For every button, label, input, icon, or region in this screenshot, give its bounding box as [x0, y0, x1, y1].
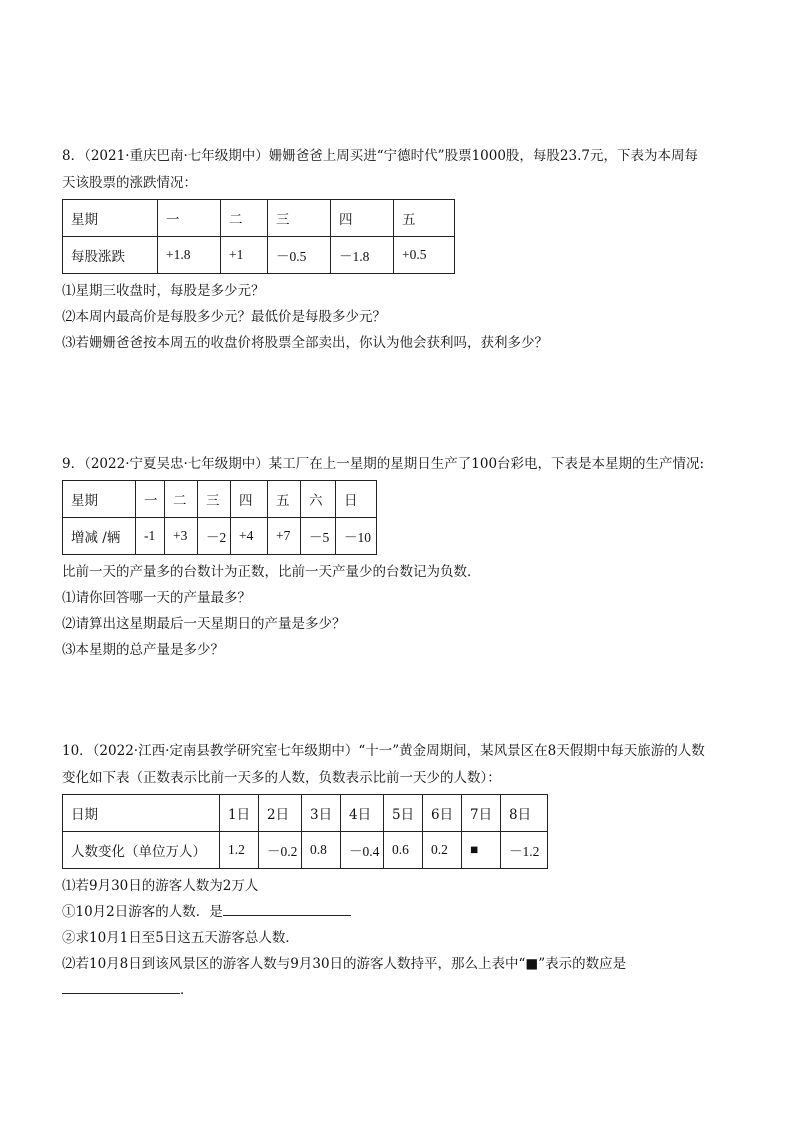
table-cell: －10	[336, 518, 377, 555]
table-cell: 8日	[501, 795, 548, 832]
table-cell: 1.2	[220, 832, 259, 869]
q10-stem-line2: 变化如下表（正数表示比前一天多的人数，负数表示比前一天少的人数）：	[62, 770, 501, 786]
table-cell: 3日	[302, 795, 341, 832]
table-cell: 0.6	[384, 832, 423, 869]
table-cell: 一	[158, 200, 221, 237]
table-cell: 星期	[63, 481, 136, 518]
q9-note: 比前一天的产量多的台数计为正数，比前一天产量少的台数记为负数．	[62, 564, 481, 580]
q8-sub3: ⑶若姗姗爸爸按本周五的收盘价将股票全部卖出，你认为他会获利吗，获利多少？	[62, 335, 548, 351]
table-row	[63, 518, 377, 555]
table-cell: 三	[268, 200, 331, 237]
table-cell: 星期	[63, 200, 158, 237]
table-cell: －2	[198, 518, 231, 555]
table-row	[63, 795, 548, 832]
table-cell: ■	[462, 832, 501, 869]
table-cell: 7日	[462, 795, 501, 832]
table-cell: 日	[336, 481, 377, 518]
q10-sub2-end: ．	[180, 982, 194, 998]
question-8	[62, 143, 762, 356]
q10-table	[62, 794, 548, 869]
table-cell: －1.8	[331, 237, 394, 274]
table-cell: 每股涨跌	[63, 237, 158, 274]
table-cell: 0.8	[302, 832, 341, 869]
table-row	[63, 237, 455, 274]
table-cell: －0.4	[341, 832, 384, 869]
table-cell: +3	[165, 518, 198, 555]
q8-sub2: ⑵本周内最高价是每股多少元？最低价是每股多少元？	[62, 309, 386, 325]
table-cell: －5	[301, 518, 336, 555]
table-row	[63, 832, 548, 869]
q10-stem-line1: 10．（2022·江西·定南县教学研究室七年级期中）“十一”黄金周期间，某风景区在8天假期中每天旅游的人数	[62, 743, 705, 759]
q9-table	[62, 480, 377, 555]
table-cell: 日期	[63, 795, 220, 832]
q8-stem-line1: 8．（2021·重庆巴南·七年级期中）姗姗爸爸上周买进“宁德时代”股票1000股，每股23.7元，下表为本周每	[62, 148, 698, 164]
q10-sub1a: ①10月2日游客的人数．是	[62, 904, 223, 920]
q9-sub3: ⑶本星期的总产量是多少？	[62, 642, 224, 658]
q9-stem-line1: 9．（2022·宁夏吴忠·七年级期中）某工厂在上一星期的星期日生产了100台彩电，下表是本星期的生产情况:	[62, 456, 705, 472]
table-row	[63, 481, 377, 518]
question-10	[62, 738, 762, 1003]
q9-sub1: ⑴请你回答哪一天的产量最多？	[62, 590, 251, 606]
answer-blank[interactable]	[223, 901, 351, 916]
q8-stem-line2: 天该股票的涨跌情况：	[62, 175, 197, 191]
table-row	[63, 200, 455, 237]
q10-sub1: ⑴若9月30日的游客人数为2万人	[62, 878, 259, 894]
table-cell: 二	[221, 200, 268, 237]
table-cell: 五	[268, 481, 301, 518]
table-cell: +1.8	[158, 237, 221, 274]
q10-sub2-answer-line	[62, 977, 762, 1003]
table-cell: +4	[231, 518, 268, 555]
question-9	[62, 451, 762, 663]
table-cell: －1.2	[501, 832, 548, 869]
q8-sub1: ⑴星期三收盘时，每股是多少元？	[62, 283, 265, 299]
table-cell: 三	[198, 481, 231, 518]
table-cell: 四	[331, 200, 394, 237]
table-cell: 2日	[259, 795, 302, 832]
q9-sub2: ⑵请算出这星期最后一天星期日的产量是多少？	[62, 616, 346, 632]
table-cell: －0.2	[259, 832, 302, 869]
table-cell: 0.2	[423, 832, 462, 869]
q8-table	[62, 199, 455, 274]
table-cell: +1	[221, 237, 268, 274]
table-cell: －0.5	[268, 237, 331, 274]
q10-sub2: ⑵若10月8日到该风景区的游客人数与9月30日的游客人数持平，那么上表中“■”表示的数应是	[62, 956, 627, 972]
table-cell: 六	[301, 481, 336, 518]
table-cell: 增减 /辆	[63, 518, 136, 555]
table-cell: 1日	[220, 795, 259, 832]
table-cell: 4日	[341, 795, 384, 832]
q10-sub1a-line	[62, 899, 762, 925]
table-cell: 四	[231, 481, 268, 518]
table-cell: 一	[136, 481, 165, 518]
table-cell: 5日	[384, 795, 423, 832]
table-cell: 6日	[423, 795, 462, 832]
table-cell: +7	[268, 518, 301, 555]
table-cell: 五	[394, 200, 455, 237]
table-cell: 人数变化（单位万人）	[63, 832, 220, 869]
table-cell: 二	[165, 481, 198, 518]
answer-blank[interactable]	[62, 979, 180, 994]
table-cell: -1	[136, 518, 165, 555]
table-cell: +0.5	[394, 237, 455, 274]
q10-sub1b: ②求10月1日至5日这五天游客总人数．	[62, 930, 299, 946]
